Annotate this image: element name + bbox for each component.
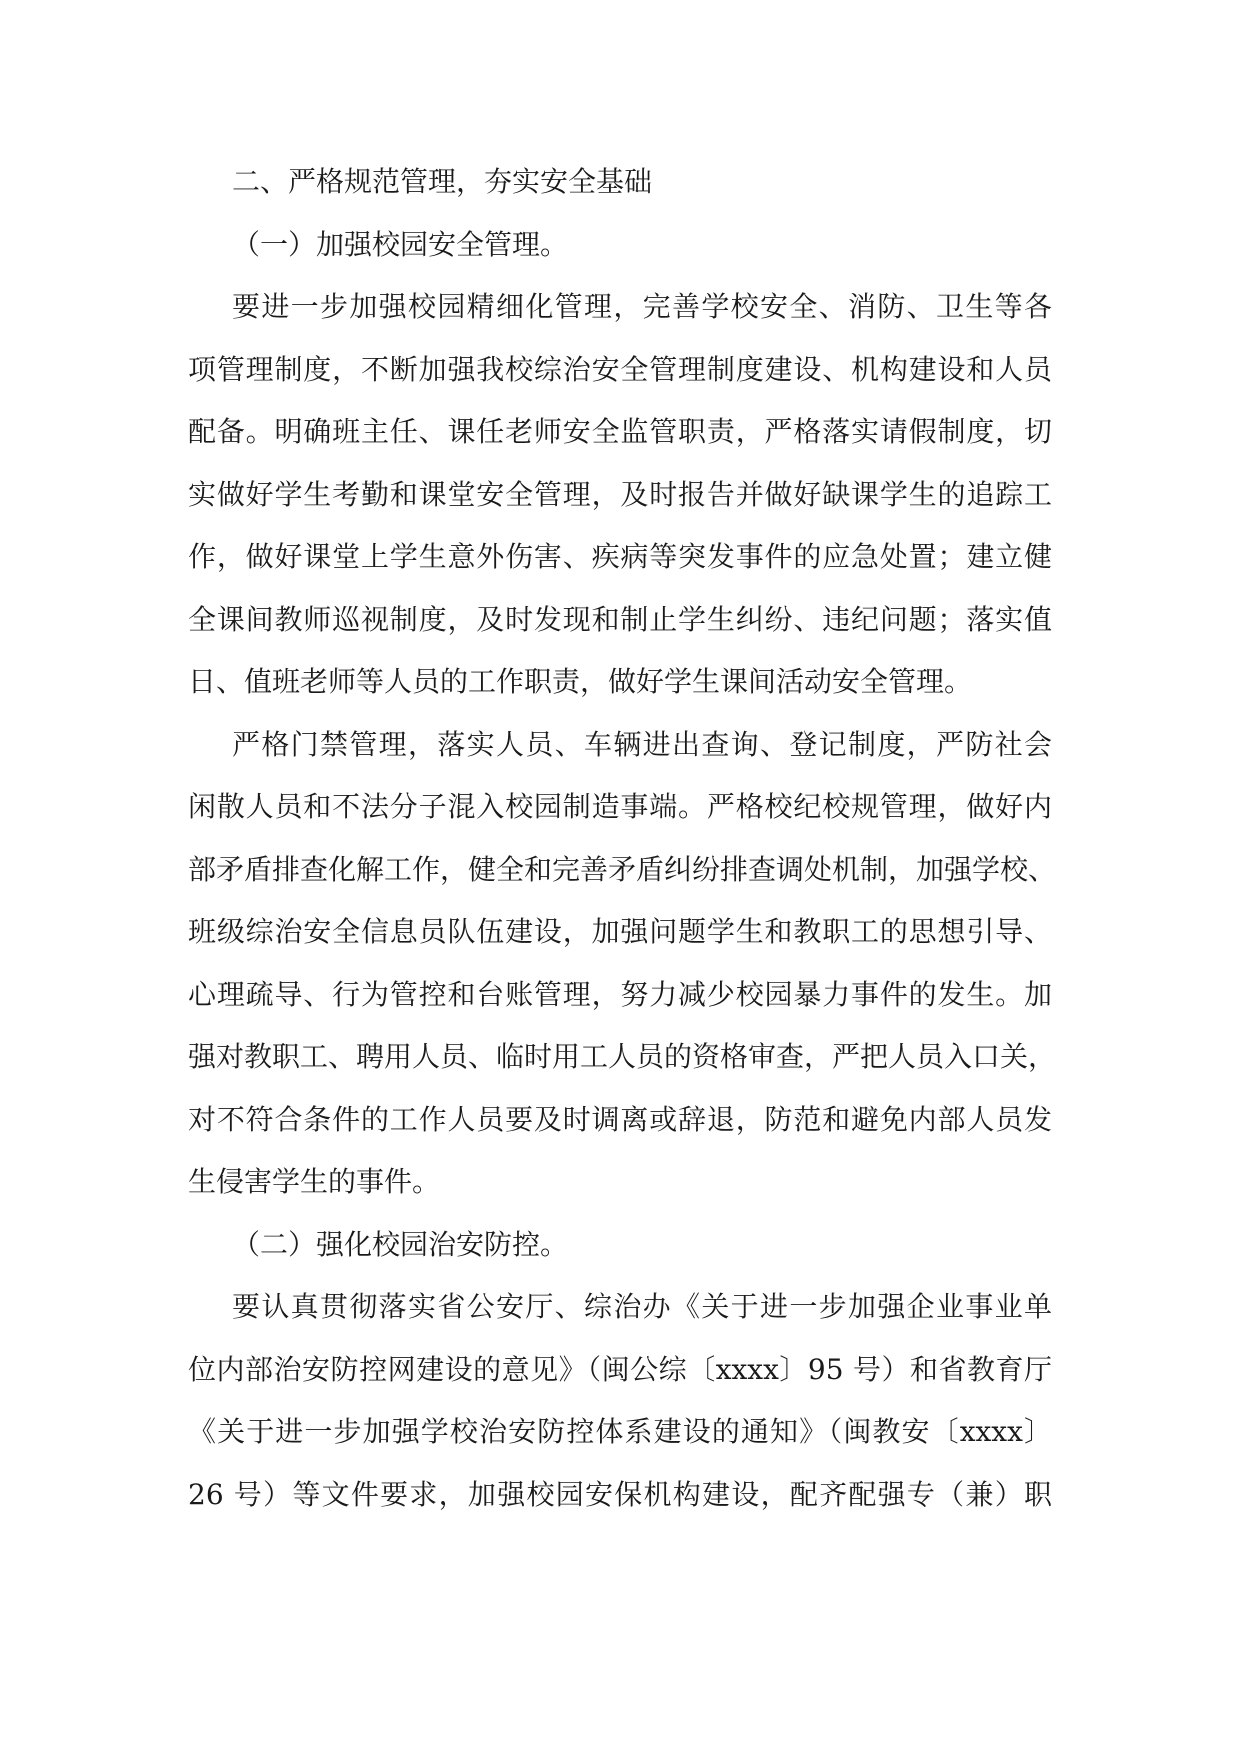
- paragraph-line: 实做好学生考勤和课堂安全管理，及时报告并做好缺课学生的追踪工: [188, 477, 1052, 511]
- paragraph-line: 闲散人员和不法分子混入校园制造事端。严格校纪校规管理，做好内: [188, 790, 1052, 823]
- paragraph-line: 部矛盾排查化解工作，健全和完善矛盾纠纷排查调处机制，加强学校、: [188, 852, 1057, 886]
- document-body: [188, 151, 1057, 1526]
- paragraph-line: 对不符合条件的工作人员要及时调离或辞退，防范和避免内部人员发: [188, 1102, 1052, 1136]
- paragraph-line: 日、值班老师等人员的工作职责，做好学生课间活动安全管理。: [188, 665, 973, 698]
- paragraph-line: 心理疏导、行为管控和台账管理，努力减少校园暴力事件的发生。加: [188, 977, 1052, 1011]
- paragraph-line: 要认真贯彻落实省公安厅、综治办《关于进一步加强企业事业单: [232, 1290, 1052, 1323]
- paragraph-line: 项管理制度，不断加强我校综治安全管理制度建设、机构建设和人员: [188, 352, 1052, 386]
- paragraph-line: 强对教职工、聘用人员、临时用工人员的资格审查，严把人员入口关，: [188, 1040, 1057, 1073]
- subsection-heading: （一）加强校园安全管理。: [232, 227, 569, 261]
- paragraph-line: 26 号）等文件要求，加强校园安保机构建设，配齐配强专（兼）职: [188, 1477, 1052, 1511]
- subsection-heading: （二）强化校园治安防控。: [232, 1227, 569, 1261]
- paragraph-line: 生侵害学生的事件。: [188, 1165, 441, 1198]
- paragraph-line: 严格门禁管理，落实人员、车辆进出查询、登记制度，严防社会: [232, 727, 1052, 761]
- paragraph-line: 配备。明确班主任、课任老师安全监管职责，严格落实请假制度，切: [188, 415, 1052, 448]
- paragraph-line: 要进一步加强校园精细化管理，完善学校安全、消防、卫生等各: [232, 290, 1052, 323]
- section-heading: 二、严格规范管理，夯实安全基础: [232, 165, 653, 198]
- paragraph-line: 《关于进一步加强学校治安防控体系建设的通知》（闽教安〔xxxx〕: [188, 1415, 1052, 1448]
- paragraph-line: 班级综治安全信息员队伍建设，加强问题学生和教职工的思想引导、: [188, 915, 1052, 948]
- paragraph-line: 作，做好课堂上学生意外伤害、疾病等突发事件的应急处置；建立健: [188, 540, 1052, 573]
- paragraph-line: 位内部治安防控网建设的意见》（闽公综〔xxxx〕95 号）和省教育厅: [188, 1352, 1052, 1386]
- paragraph-line: 全课间教师巡视制度，及时发现和制止学生纠纷、违纪问题；落实值: [188, 602, 1052, 636]
